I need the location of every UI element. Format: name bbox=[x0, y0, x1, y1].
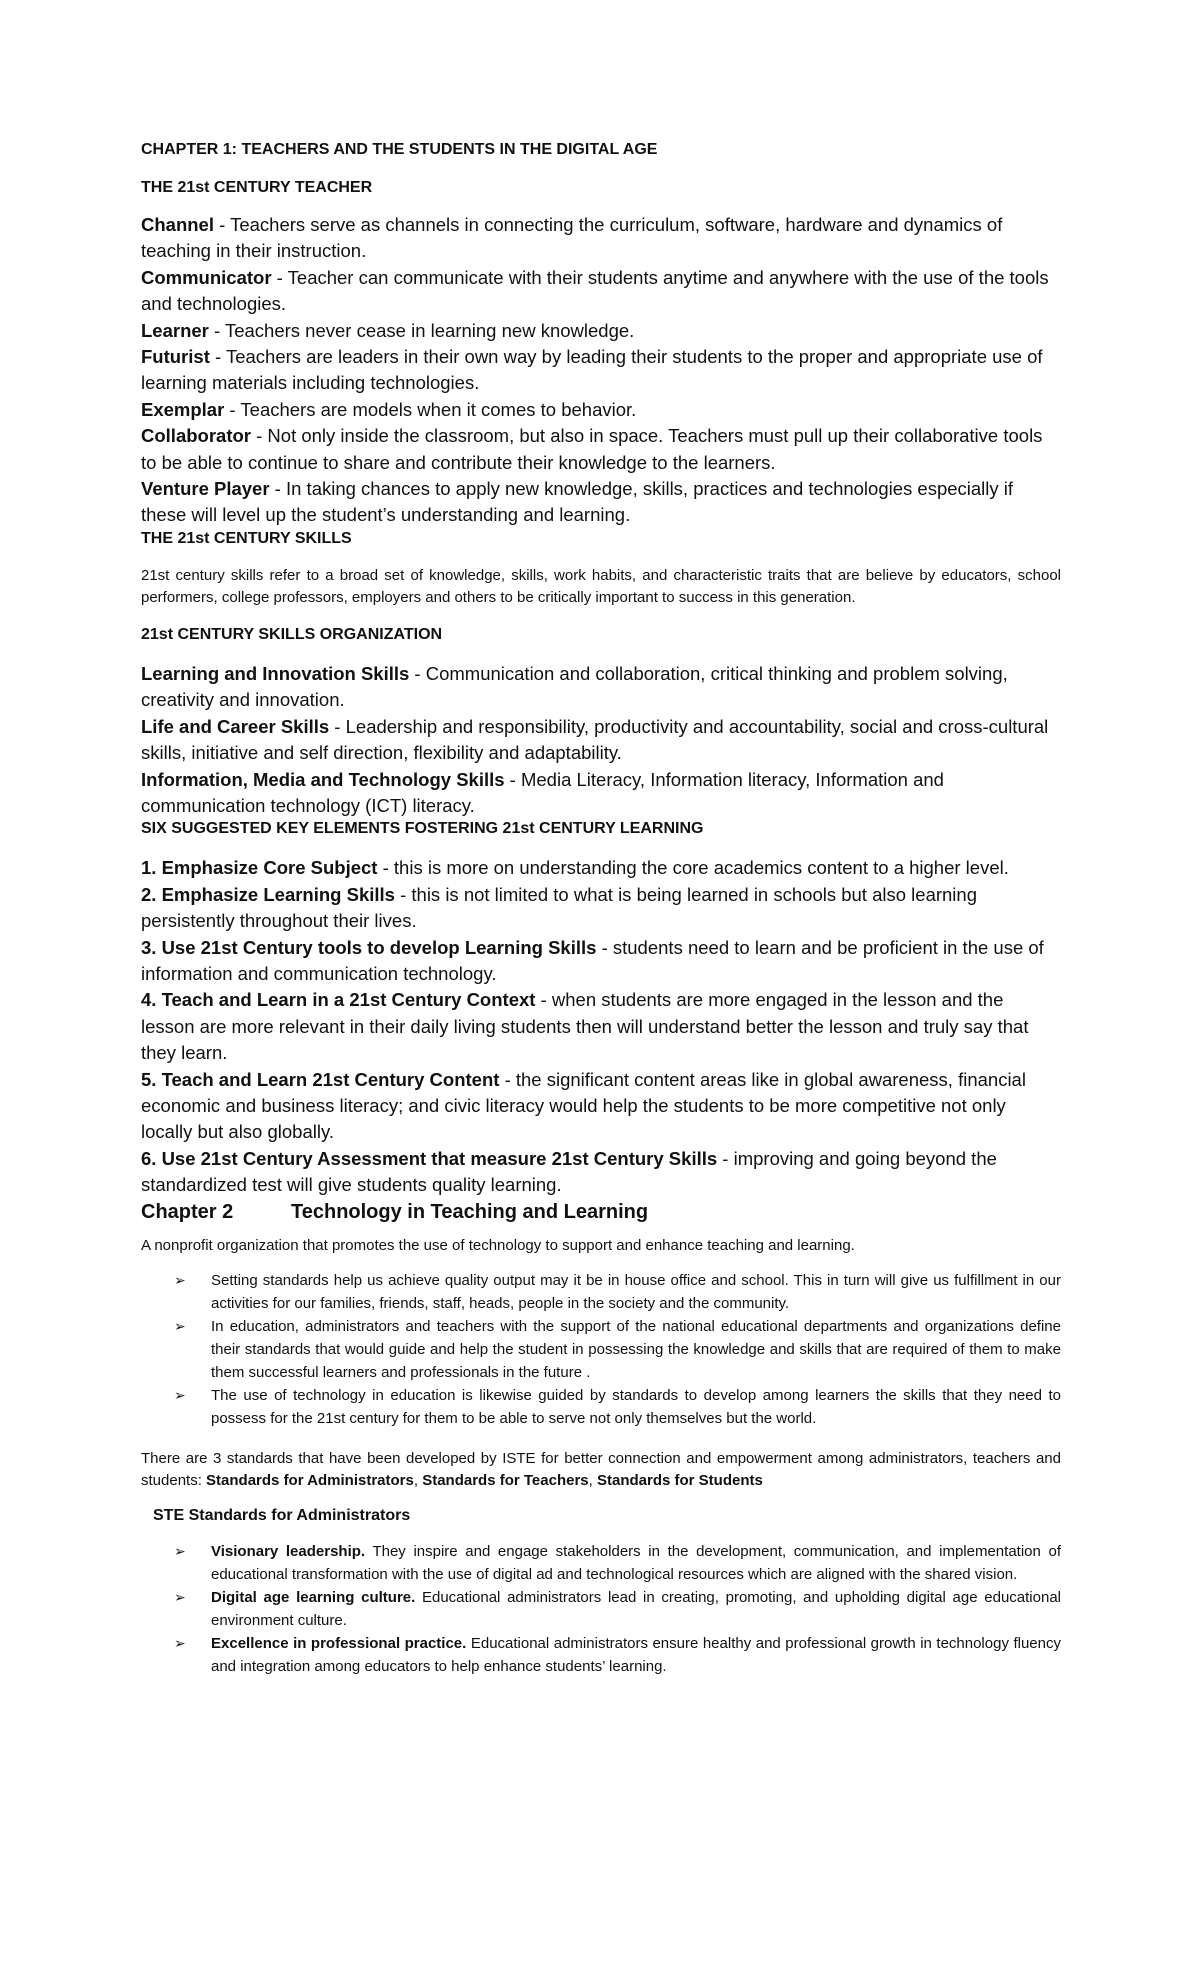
bullet-text: In education, administrators and teachers with the support of the national educational departments and organizations define their standards that would guide and help the student in possessing the knowledge and skills that are required of them to make them successful learners and professionals in the future . bbox=[211, 1317, 1061, 1381]
org-item bbox=[141, 661, 1061, 714]
admin-term: Excellence in professional practice. bbox=[211, 1634, 467, 1652]
role-term: Channel bbox=[141, 214, 214, 235]
org-term: Learning and Innovation Skills bbox=[141, 662, 410, 684]
element-item bbox=[141, 1146, 1061, 1199]
role-desc: - Teachers never cease in learning new knowledge. bbox=[208, 319, 635, 341]
element-term: 2. Emphasize Learning Skills bbox=[141, 883, 395, 905]
element-term: 3. Use 21st Century tools to develop Learning Skills bbox=[141, 936, 597, 958]
element-item bbox=[141, 987, 1061, 1066]
standards-students: Standards for Students bbox=[597, 1471, 763, 1489]
element-term: 6. Use 21st Century Assessment that measure 21st Century Skills bbox=[141, 1147, 718, 1169]
chapter2-intro: A nonprofit organization that promotes the use of technology to support and enhance teaching and learning. bbox=[141, 1236, 855, 1254]
role-item bbox=[141, 397, 1061, 423]
standards-intro: There are 3 standards that have been developed by ISTE for better connection and empowerment among administrators, teachers and students: bbox=[141, 1449, 1061, 1489]
chapter1-title: CHAPTER 1: TEACHERS AND THE STUDENTS IN THE DIGITAL AGE bbox=[141, 141, 658, 158]
element-desc: - improving and going beyond the standardized test will give students quality learning. bbox=[141, 1147, 997, 1196]
element-item bbox=[141, 935, 1061, 988]
role-item bbox=[141, 423, 1061, 476]
admin-term: Digital age learning culture. bbox=[211, 1588, 416, 1606]
role-term: Venture Player bbox=[141, 478, 270, 500]
org-desc: - Leadership and responsibility, productivity and accountability, social and cross-cultural skills, initiative and self direction, flexibility and adaptability. bbox=[141, 715, 1049, 764]
bullet-text: Setting standards help us achieve quality output may it be in house office and school. This in turn will give us fulfillment in our activities for our families, friends, staff, heads, people in the society and the community. bbox=[211, 1271, 1061, 1312]
admin-term: Visionary leadership. bbox=[211, 1542, 366, 1560]
arrow-bullet-icon: ➢ bbox=[174, 1271, 186, 1288]
bullet-text: The use of technology in education is likewise guided by standards to develop among learners the skills that they need to possess for the 21st century for them to be able to serve not only themselves but the world. bbox=[211, 1386, 1061, 1427]
element-term: 5. Teach and Learn 21st Century Content bbox=[141, 1068, 500, 1090]
standards-teachers: Standards for Teachers bbox=[422, 1471, 589, 1489]
org-term: Life and Career Skills bbox=[141, 715, 330, 737]
arrow-bullet-icon: ➢ bbox=[174, 1588, 186, 1605]
org-item bbox=[141, 714, 1061, 767]
element-item bbox=[141, 1067, 1061, 1146]
element-desc: - when students are more engaged in the lesson and the lesson are more relevant in their daily living students then will understand better the lesson and truly say that they learn. bbox=[141, 989, 1029, 1064]
role-item bbox=[141, 212, 1061, 265]
admin-standards-list bbox=[141, 1540, 1061, 1678]
bullet-item bbox=[174, 1269, 1061, 1315]
role-item bbox=[141, 344, 1061, 397]
role-term: Learner bbox=[141, 319, 209, 341]
bullet-item bbox=[174, 1315, 1061, 1384]
role-item bbox=[141, 318, 1061, 344]
role-item bbox=[141, 265, 1061, 318]
admin-standards-heading: STE Standards for Administrators bbox=[153, 1506, 411, 1524]
element-item bbox=[141, 855, 1061, 881]
role-desc: - Teachers are models when it comes to behavior. bbox=[224, 398, 637, 420]
element-item bbox=[141, 882, 1061, 935]
role-desc: - Teacher can communicate with their students anytime and anywhere with the use of the tools and technologies. bbox=[141, 266, 1049, 315]
role-term: Collaborator bbox=[141, 425, 251, 447]
teacher-roles bbox=[141, 212, 1061, 529]
org-list bbox=[141, 661, 1061, 819]
admin-item bbox=[174, 1632, 1061, 1678]
elements-list bbox=[141, 855, 1061, 1198]
role-desc: - Not only inside the classroom, but also in space. Teachers must pull up their collaborative tools to be able to continue to share and contribute their knowledge to the learners. bbox=[141, 425, 1043, 473]
document-content bbox=[141, 140, 1061, 1678]
org-item bbox=[141, 767, 1061, 820]
org-term: Information, Media and Technology Skills bbox=[141, 768, 505, 790]
role-desc: - Teachers serve as channels in connecting the curriculum, software, hardware and dynamics of teaching in their instruction. bbox=[141, 214, 1003, 262]
standards-bullet-list bbox=[141, 1269, 1061, 1430]
arrow-bullet-icon: ➢ bbox=[174, 1634, 186, 1651]
chapter2-title: Technology in Teaching and Learning bbox=[291, 1200, 649, 1223]
element-desc: - this is not limited to what is being learned in schools but also learning persistently throughout their lives. bbox=[141, 883, 977, 932]
standards-admin: Standards for Administrators bbox=[206, 1471, 414, 1489]
admin-item bbox=[174, 1586, 1061, 1632]
admin-item bbox=[174, 1540, 1061, 1586]
teacher-heading: THE 21st CENTURY TEACHER bbox=[141, 179, 373, 196]
admin-desc: Educational administrators lead in creating, promoting, and upholding digital age educational environment culture. bbox=[211, 1588, 1061, 1629]
element-desc: - the significant content areas like in global awareness, financial economic and business literacy; and civic literacy would help the students to be more competitive not only locally but also globally. bbox=[141, 1068, 1026, 1143]
element-desc: - this is more on understanding the core academics content to a higher level. bbox=[377, 857, 1009, 879]
role-desc: - In taking chances to apply new knowledge, skills, practices and technologies especially if these will level up the student’s understanding and learning. bbox=[141, 478, 1014, 526]
standards-sep: , bbox=[588, 1471, 597, 1489]
role-item bbox=[141, 476, 1061, 529]
standards-paragraph bbox=[141, 1448, 1061, 1492]
arrow-bullet-icon: ➢ bbox=[174, 1542, 186, 1559]
org-desc: - Media Literacy, Information literacy, Information and communication technology (ICT) literacy. bbox=[141, 768, 944, 816]
skills-paragraph: 21st century skills refer to a broad set of knowledge, skills, work habits, and characteristic traits that are believe by educators, school performers, college professors, employers and others to be critically important to success in this generation. bbox=[141, 566, 1061, 606]
skills-heading: THE 21st CENTURY SKILLS bbox=[141, 529, 352, 547]
element-term: 4. Teach and Learn in a 21st Century Context bbox=[141, 989, 536, 1011]
admin-desc: Educational administrators ensure healthy and professional growth in technology fluency and integration among educators to help enhance students’ learning. bbox=[211, 1634, 1061, 1675]
chapter2-number: Chapter 2 bbox=[141, 1200, 234, 1223]
org-desc: - Communication and collaboration, critical thinking and problem solving, creativity and innovation. bbox=[141, 662, 1008, 711]
elements-heading: SIX SUGGESTED KEY ELEMENTS FOSTERING 21st CENTURY LEARNING bbox=[141, 820, 704, 838]
element-desc: - students need to learn and be proficient in the use of information and communication technology. bbox=[141, 936, 1044, 984]
arrow-bullet-icon: ➢ bbox=[174, 1386, 186, 1403]
role-desc: - Teachers are leaders in their own way by leading their students to the proper and appropriate use of learning materials including technologies. bbox=[141, 346, 1043, 394]
admin-desc: They inspire and engage stakeholders in the development, communication, and implementation of educational transformation with the use of digital ad and technological resources which are aligned with the shared vision. bbox=[211, 1542, 1061, 1583]
role-term: Futurist bbox=[141, 346, 210, 368]
standards-sep: , bbox=[413, 1471, 423, 1489]
element-term: 1. Emphasize Core Subject bbox=[141, 857, 378, 879]
org-heading: 21st CENTURY SKILLS ORGANIZATION bbox=[141, 625, 443, 643]
bullet-item bbox=[174, 1384, 1061, 1430]
arrow-bullet-icon: ➢ bbox=[174, 1317, 186, 1334]
role-term: Communicator bbox=[141, 266, 272, 288]
chapter2-heading bbox=[141, 1199, 1061, 1225]
role-term: Exemplar bbox=[141, 398, 225, 420]
